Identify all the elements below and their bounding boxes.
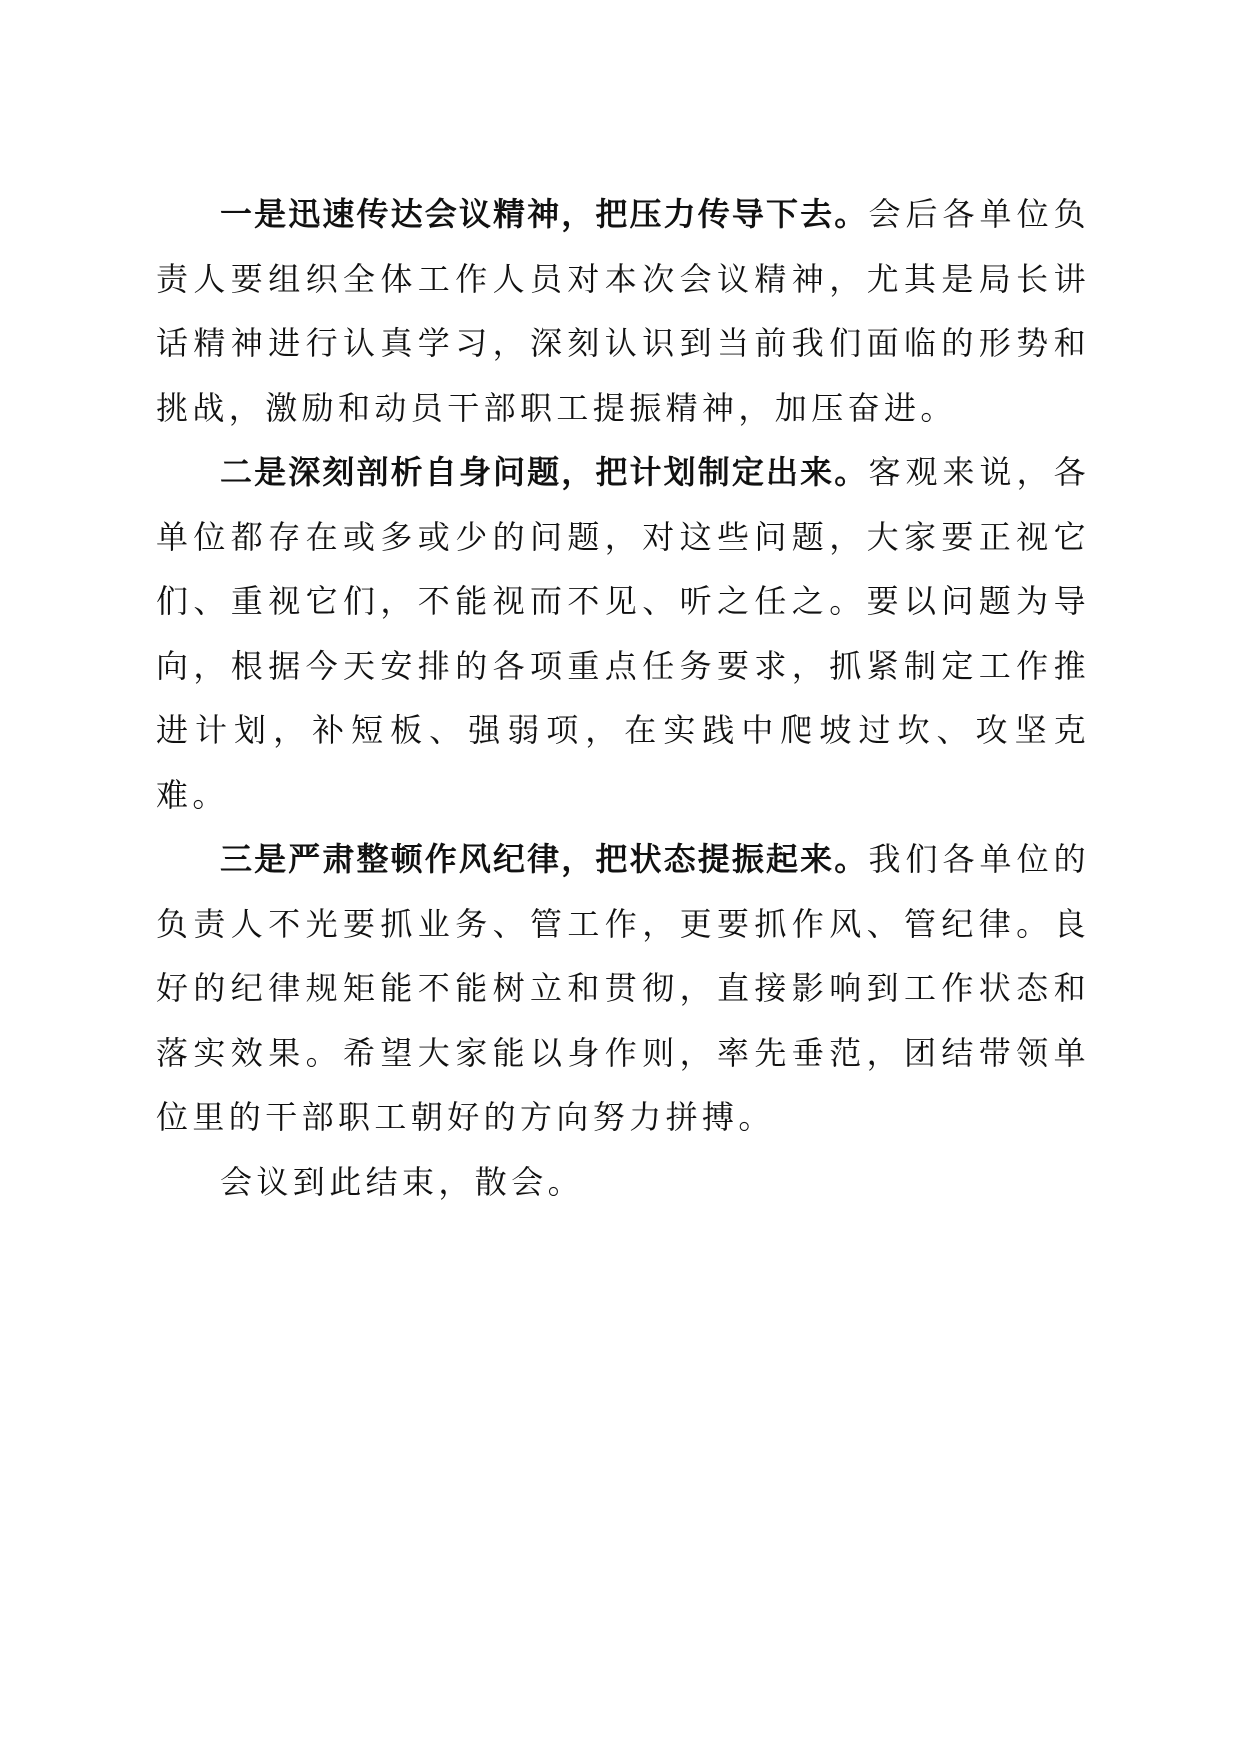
paragraph-3-body: 我们各单位的负责人不光要抓业务、管工作，更要抓作风、管纪律。良好的纪律规矩能不能树立和贯彻，直接影响到工作状态和落实效果。希望大家能以身作则，率先垂范，团结带领单位里的干部职工朝好的方向努力拼搏。 bbox=[156, 840, 1090, 1136]
paragraph-3 bbox=[156, 827, 1090, 1150]
paragraph-2 bbox=[156, 440, 1090, 827]
closing-paragraph-text: 会议到此结束，散会。 bbox=[220, 1162, 585, 1201]
paragraph-2-lead: 二是深刻剖析自身问题，把计划制定出来。 bbox=[220, 453, 869, 491]
closing-paragraph bbox=[156, 1150, 1090, 1215]
paragraph-1-body: 会后各单位负责人要组织全体工作人员对本次会议精神，尤其是局长讲话精神进行认真学习，深刻认识到当前我们面临的形势和挑战，激励和动员干部职工提振精神，加压奋进。 bbox=[156, 195, 1090, 427]
paragraph-2-body: 客观来说，各单位都存在或多或少的问题，对这些问题，大家要正视它们、重视它们，不能视而不见、听之任之。要以问题为导向，根据今天安排的各项重点任务要求，抓紧制定工作推进计划，补短板、强弱项，在实践中爬坡过坎、攻坚克难。 bbox=[156, 453, 1090, 814]
paragraph-1 bbox=[156, 182, 1090, 440]
paragraph-1-lead: 一是迅速传达会议精神，把压力传导下去。 bbox=[220, 195, 869, 233]
paragraph-3-lead: 三是严肃整顿作风纪律，把状态提振起来。 bbox=[220, 840, 869, 878]
